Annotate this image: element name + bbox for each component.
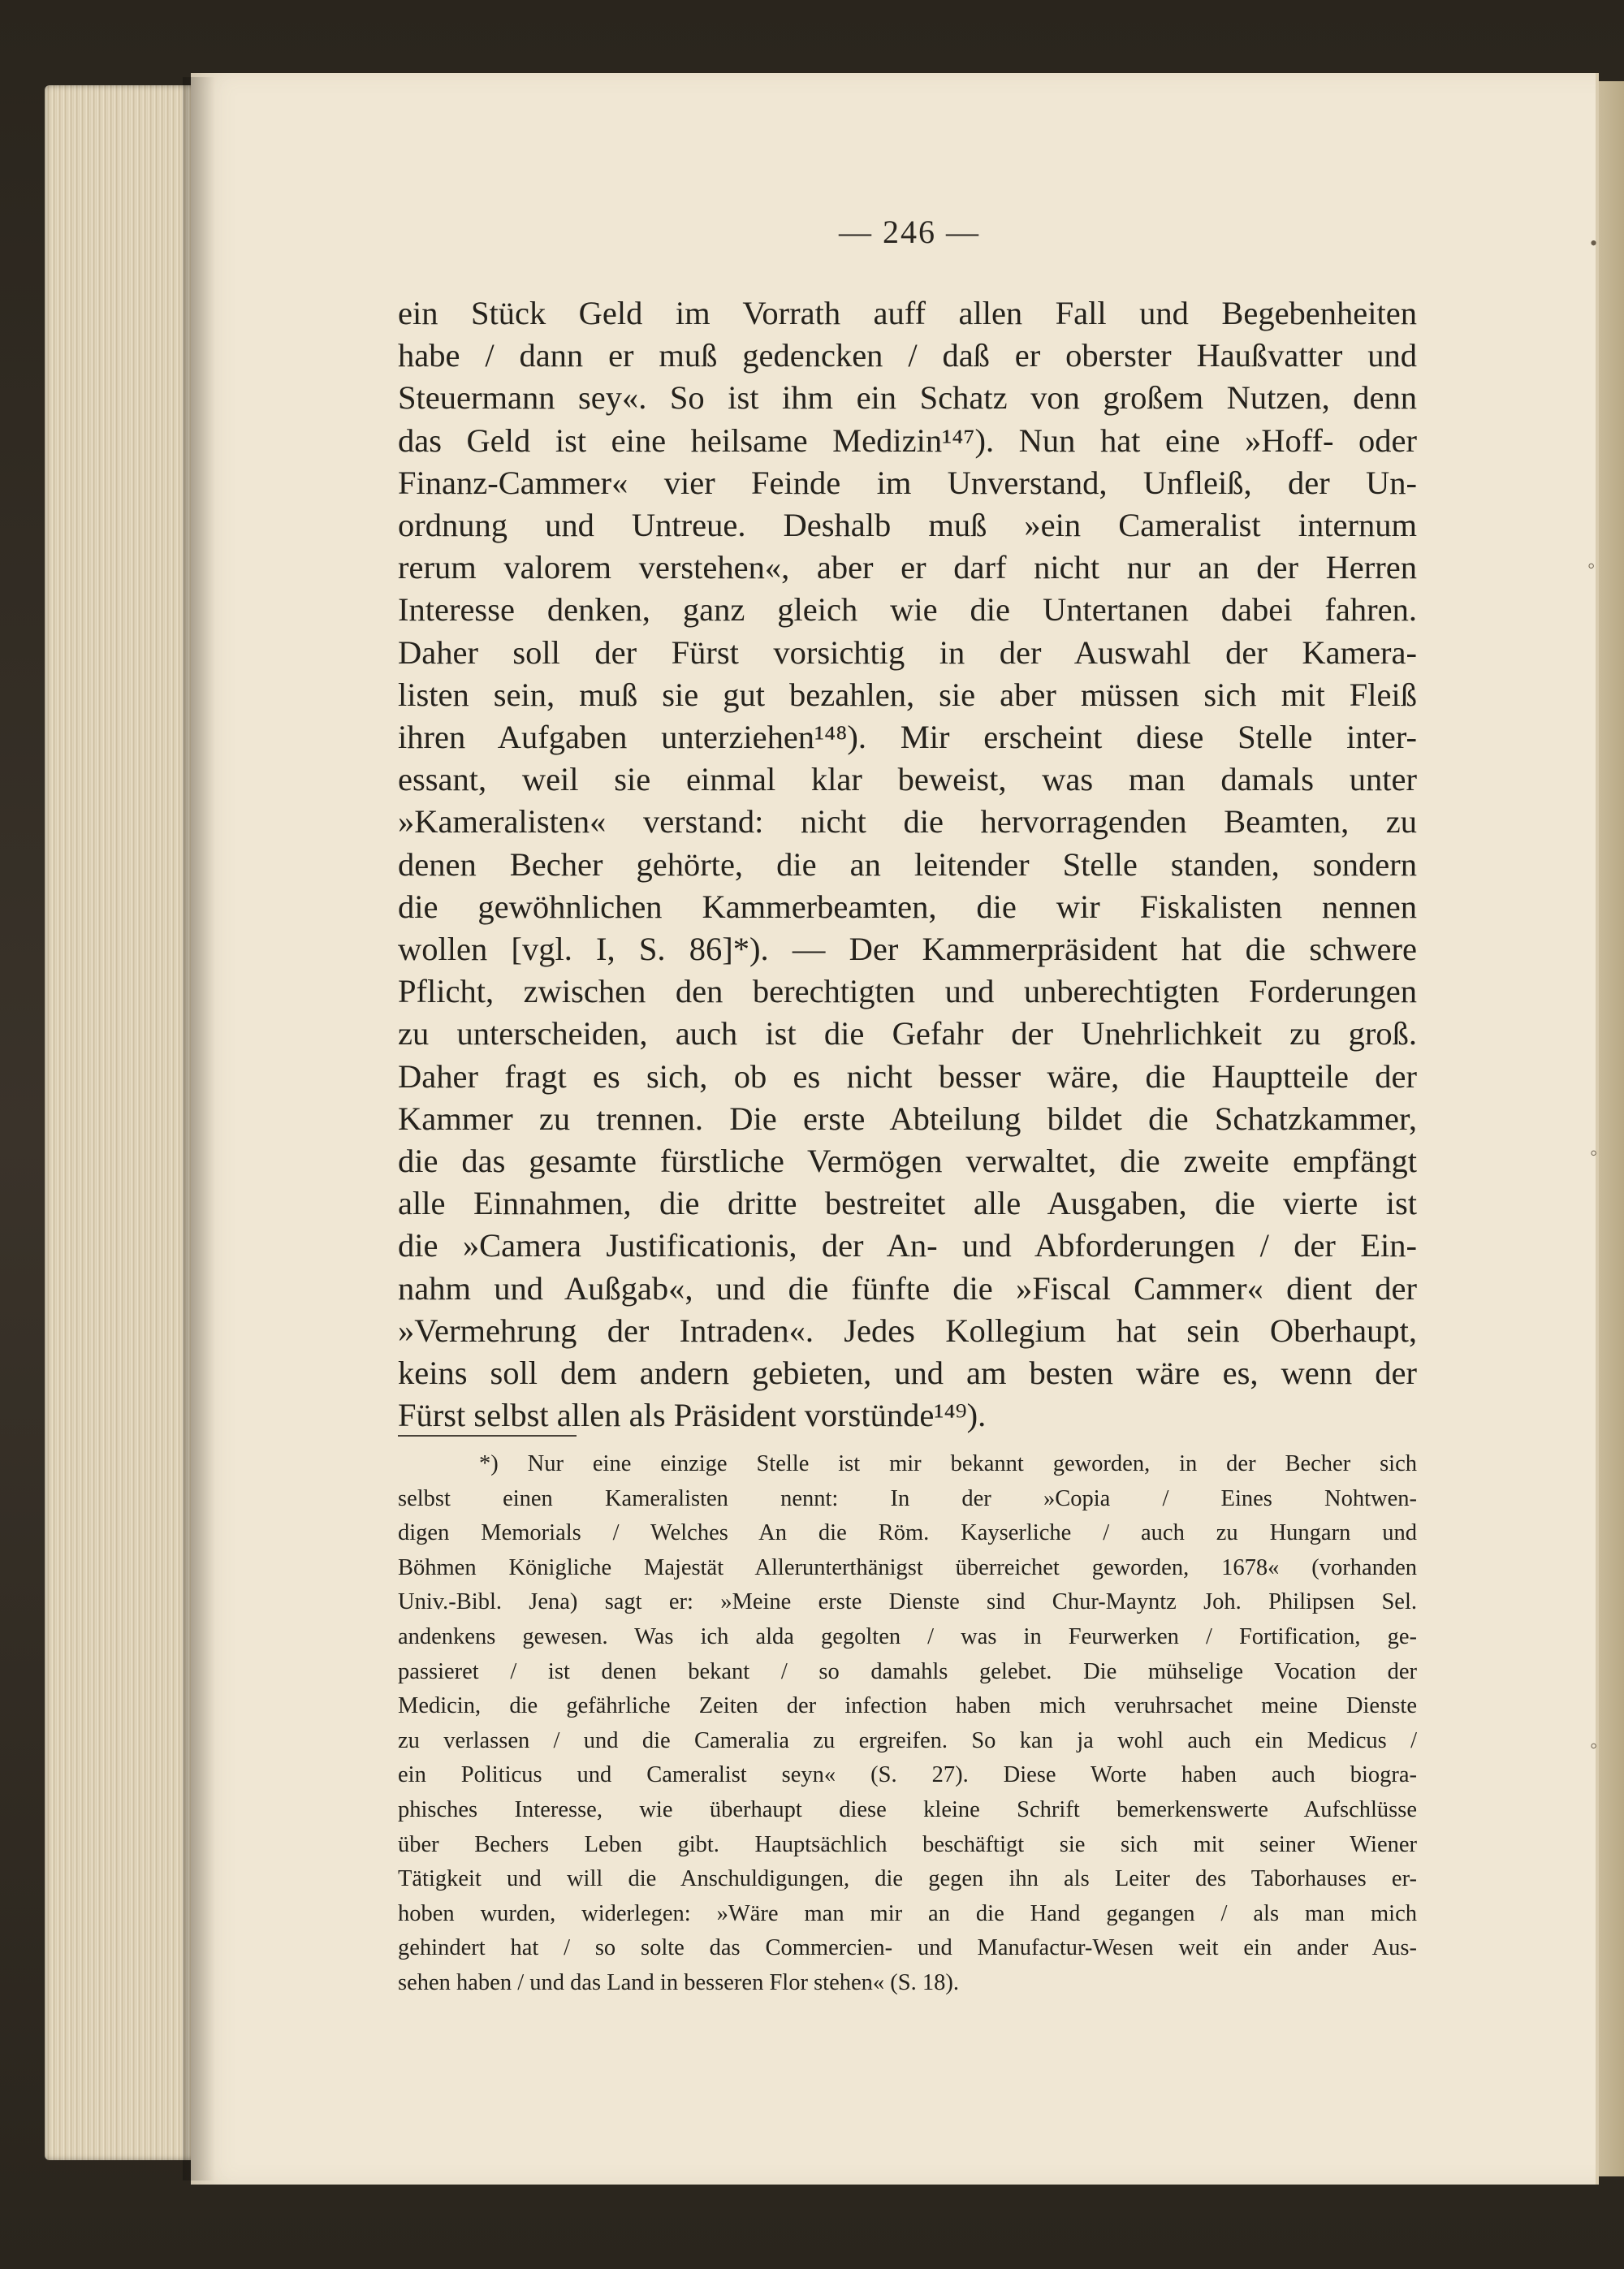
- text-line: Finanz-Cammer« vier Feinde im Unverstand, Unfleiß, der Un-: [398, 464, 1417, 501]
- footnote-line: Böhmen Königliche Majestät Allerunterthänigst überreichet geworden, 1678« (vorhanden: [398, 1554, 1417, 1580]
- text-line: Steuermann sey«. So ist ihm ein Schatz von großem Nutzen, denn: [398, 379, 1417, 417]
- footnote-line: über Bechers Leben gibt. Hauptsächlich beschäftigt sie sich mit seiner Wiener: [398, 1831, 1417, 1857]
- text-line: das Geld ist eine heilsame Medizin¹⁴⁷). Nun hat eine »Hoff- oder: [398, 421, 1417, 459]
- footnote-line: selbst einen Kameralisten nennt: In der »Copia / Eines Nohtwen-: [398, 1485, 1417, 1511]
- text-line: essant, weil sie einmal klar beweist, was man damals unter: [398, 761, 1417, 798]
- page-number: — 246 —: [839, 214, 980, 250]
- footnote-line: ein Politicus und Cameralist seyn« (S. 27). Diese Worte haben auch biogra-: [398, 1762, 1417, 1788]
- text-line: Kammer zu trennen. Die erste Abteilung bildet die Schatzkammer,: [398, 1100, 1417, 1137]
- text-line: Pflicht, zwischen den berechtigten und unberechtigten Forderungen: [398, 973, 1417, 1010]
- text-line: alle Einnahmen, die dritte bestreitet alle Ausgaben, die vierte ist: [398, 1185, 1417, 1222]
- footnote-line: Tätigkeit und will die Anschuldigungen, die gegen ihn als Leiter des Taborhauses er-: [398, 1866, 1417, 1892]
- footnote-line: digen Memorials / Welches An die Röm. Kayserliche / auch zu Hungarn und: [398, 1520, 1417, 1546]
- text-line: »Kameralisten« verstand: nicht die hervorragenden Beamten, zu: [398, 803, 1417, 841]
- text-line: die gewöhnlichen Kammerbeamten, die wir Fiskalisten nennen: [398, 888, 1417, 925]
- margin-mark: ◦: [1590, 1141, 1598, 1165]
- page-stack-edges: [45, 85, 199, 2160]
- text-line: denen Becher gehörte, die an leitender Stelle standen, sondern: [398, 845, 1417, 883]
- text-line: ein Stück Geld im Vorrath auff allen Fall und Begebenheiten: [398, 295, 1417, 331]
- text-line: Fürst selbst allen als Präsident vorstünde¹⁴⁹).: [398, 1397, 987, 1434]
- footnote-line: zu verlassen / und die Cameralia zu ergreifen. So kan ja wohl auch ein Medicus /: [398, 1727, 1417, 1753]
- text-line: rerum valorem verstehen«, aber er darf nicht nur an der Herren: [398, 549, 1417, 586]
- footnote-line: sehen haben / und das Land in besseren Flor stehen« (S. 18).: [398, 1969, 959, 1995]
- footnote-line: andenkens gewesen. Was ich alda gegolten / was in Feurwerken / Fortification, ge-: [398, 1623, 1417, 1649]
- text-line: ordnung und Untreue. Deshalb muß »ein Cameralist internum: [398, 507, 1417, 544]
- footnote-line: *) Nur eine einzige Stelle ist mir bekannt geworden, in der Becher sich: [479, 1451, 1417, 1476]
- footnote-line: gehindert hat / so solte das Commercien- und Manufactur-Wesen weit ein ander Aus-: [398, 1935, 1417, 1961]
- footnote-line: Medicin, die gefährliche Zeiten der infection haben mich veruhrsachet meine Dienste: [398, 1693, 1417, 1719]
- text-line: keins soll dem andern gebieten, und am besten wäre es, wenn der: [398, 1355, 1417, 1392]
- spine-shadow: [183, 77, 215, 2180]
- footnote-line: passieret / ist denen bekant / so damahls gelebet. Die mühselige Vocation der: [398, 1658, 1417, 1684]
- margin-mark: ◦: [1590, 1734, 1598, 1757]
- margin-mark: •: [1590, 231, 1598, 255]
- text-line: Daher fragt es sich, ob es nicht besser wäre, die Hauptteile der: [398, 1057, 1417, 1095]
- footnote-line: phisches Interesse, wie überhaupt diese kleine Schrift bemerkenswerte Aufschlüsse: [398, 1796, 1417, 1822]
- text-line: zu unterscheiden, auch ist die Gefahr der Unehrlichkeit zu groß.: [398, 1015, 1417, 1052]
- text-line: wollen [vgl. I, S. 86]*). — Der Kammerpräsident hat die schwere: [398, 931, 1417, 968]
- text-line: habe / dann er muß gedencken / daß er oberster Haußvatter und: [398, 337, 1417, 374]
- text-line: die »Camera Justificationis, der An- und Abforderungen / der Ein-: [398, 1227, 1417, 1264]
- main-text: [398, 292, 1417, 1437]
- footnote-block: [398, 1447, 1417, 2001]
- margin-mark: ◦: [1587, 554, 1596, 577]
- text-line: listen sein, muß sie gut bezahlen, sie aber müssen sich mit Fleiß: [398, 676, 1417, 713]
- text-line: Daher soll der Fürst vorsichtig in der Auswahl der Kamera-: [398, 633, 1417, 671]
- text-line: nahm und Außgab«, und die fünfte die »Fiscal Cammer« dient der: [398, 1269, 1417, 1307]
- footnote-rule: [398, 1435, 577, 1437]
- footnote-line: Univ.-Bibl. Jena) sagt er: »Meine erste Dienste sind Chur-Mayntz Joh. Philipsen Sel.: [398, 1589, 1417, 1615]
- footnote-line: hoben wurden, widerlegen: »Wäre man mir an die Hand gegangen / als man mich: [398, 1900, 1417, 1926]
- text-line: »Vermehrung der Intraden«. Jedes Kollegium hat sein Oberhaupt,: [398, 1312, 1417, 1349]
- text-line: die das gesamte fürstliche Vermögen verwaltet, die zweite empfängt: [398, 1143, 1417, 1180]
- text-line: ihren Aufgaben unterziehen¹⁴⁸). Mir erscheint diese Stelle inter-: [398, 719, 1417, 756]
- facing-page-edge: [1596, 81, 1624, 2176]
- text-line: Interesse denken, ganz gleich wie die Untertanen dabei fahren.: [398, 591, 1417, 629]
